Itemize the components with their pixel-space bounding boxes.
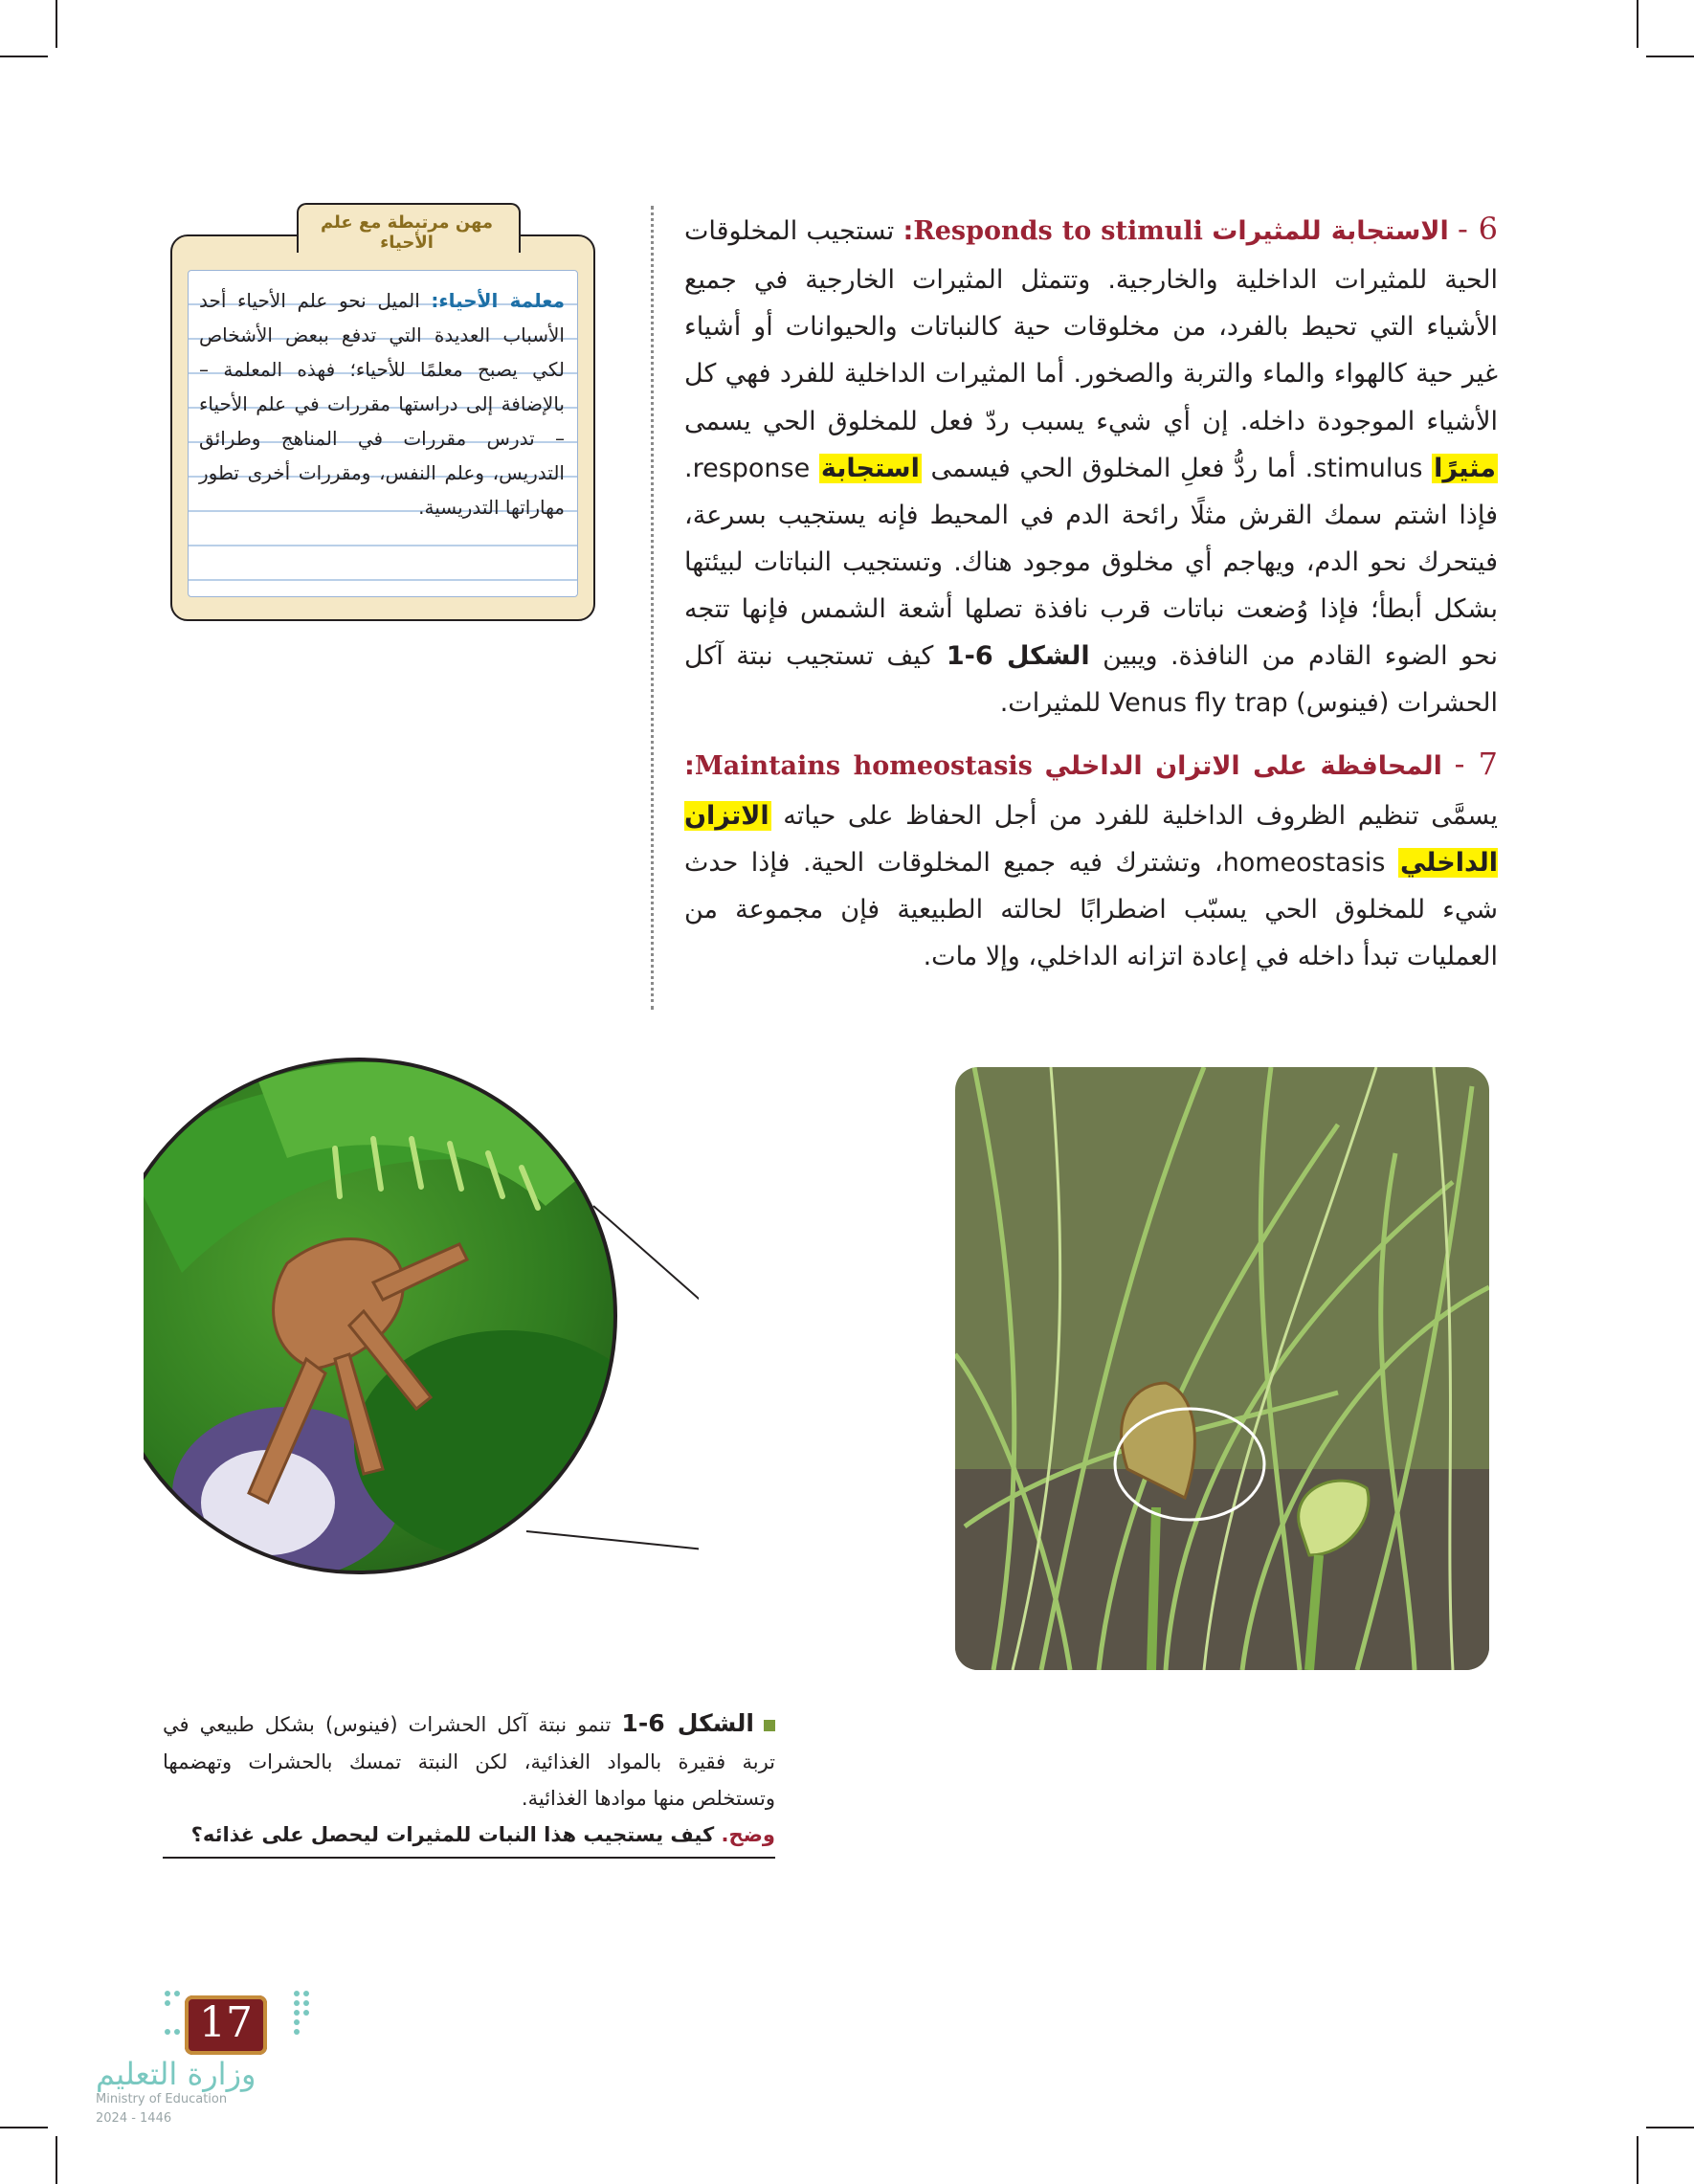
main-text-column xyxy=(684,201,1498,990)
column-divider xyxy=(651,206,654,1010)
crop-mark xyxy=(1637,2136,1638,2184)
career-term: معلمة الأحياء: xyxy=(431,289,565,312)
crop-mark xyxy=(0,56,48,57)
crop-mark xyxy=(56,2136,57,2184)
plant-photo-image xyxy=(955,1067,1489,1670)
question-label: وضح. xyxy=(721,1822,775,1846)
caption-bullet xyxy=(764,1720,775,1731)
page-number: 17 xyxy=(199,1998,253,2047)
section-heading-en: Maintains homeostasis xyxy=(694,751,1033,782)
caption-text: تنمو نبتة آكل الحشرات (فينوس) بشكل طبيعي في تربة فقيرة بالمواد الغذائية، لكن النبتة تمسك بالحشرات وتهضمها وتستخلص منها موادها الغذائية. xyxy=(163,1713,775,1810)
ministry-watermark-year: 2024 - 1446 xyxy=(96,2111,172,2126)
caption-question: وضح. كيف يستجيب هذا النبات للمثيرات ليحصل على غذائه؟ xyxy=(163,1817,775,1860)
paragraph-homeostasis: 7 - المحافظة على الاتزان الداخلي Maintains homeostasis: يسمَّى تنظيم الظروف الداخلية للفرد من أجل الحفاظ على حياته الاتزان الداخلي homeostasis، وتشترك فيه جميع المخلوقات الحية. فإذا حدث شيء للمخلوق الحي يسبّب اضطرابًا لحالته الطبيعية فإن مجموعة من العمليات تبدأ داخله في إعادة اتزانه الداخلي، وإلا مات. xyxy=(684,746,1499,972)
item-number: 6 - xyxy=(1458,211,1498,247)
section-heading-en: Responds to stimuli xyxy=(913,216,1203,246)
venus-flytrap-photo xyxy=(955,1067,1489,1670)
crop-mark xyxy=(0,2127,48,2128)
ministry-watermark-en: Ministry of Education xyxy=(96,2092,228,2106)
figure-label: الشكل 6-1 xyxy=(621,1709,755,1737)
crop-mark xyxy=(1637,0,1638,48)
zoom-circle-illustration xyxy=(144,1043,699,1675)
crop-mark xyxy=(56,0,57,48)
grasshopper-in-trap-image xyxy=(144,1043,699,1675)
section-heading-ar: الاستجابة للمثيرات xyxy=(1212,216,1449,246)
career-box-title: مهن مرتبطة مع علم الأحياء xyxy=(320,212,494,253)
section-heading-ar: المحافظة على الاتزان الداخلي xyxy=(1044,751,1442,782)
career-box-text: معلمة الأحياء: الميل نحو علم الأحياء أحد الأسباب العديدة التي تدفع ببعض الأشخاص لكي يصبح معلمًا للأحياء؛ فهذه المعلمة – بالإضافة إلى دراستها مقررات في علم الأحياء – تدرس مقررات في المناهج وطرائق التدريس، وعلم النفس، ومقررات أخرى تطور مهاراتها التدريسية. xyxy=(199,289,565,519)
crop-mark xyxy=(1646,2127,1694,2128)
item-number: 7 - xyxy=(1454,746,1499,783)
ministry-watermark-ar: وزارة التعليم xyxy=(96,2056,256,2092)
figure-caption xyxy=(163,1702,775,1859)
key-term-homeostasis: الاتزان الداخلي xyxy=(684,800,1498,878)
key-term-response: استجابة xyxy=(820,453,920,483)
crop-mark xyxy=(1646,56,1694,57)
figure-reference: الشكل 6-1 xyxy=(946,641,1090,672)
key-term-stimulus: مثيرًا xyxy=(1434,453,1496,483)
paragraph-responds-to-stimuli: 6 - الاستجابة للمثيرات Responds to stimuli: تستجيب المخلوقات الحية للمثيرات الداخلية والخارجية. وتتمثل المثيرات الخارجية في جميع الأشياء التي تحيط بالفرد، من مخلوقات حية كالنباتات والحيوانات أو أشياء غير حية كالهواء والماء والتربة والصخور. أما المثيرات الداخلية للفرد فهي كل الأشياء الموجودة داخله. إن أي شيء يسبب ردّ فعل للمخلوق الحي يسمى مثيرًا stimulus. أما ردُّ فعلِ المخلوق الحي فيسمى استجابة response. فإذا اشتم سمك القرش مثلًا رائحة الدم في المحيط فإنه يستجيب بسرعة، فيتحرك نحو الدم، ويهاجم أي مخلوق موجود هناك. وتستجيب النباتات لبيئتها بشكل أبطأ؛ فإذا وُضعت نباتات قرب نافذة تصلها أشعة الشمس فإنها تتجه نحو الضوء القادم من النافذة. ويبين الشكل 6-1 كيف تستجيب نبتة آكل الحشرات (فينوس) Venus fly trap للمثيرات. xyxy=(684,211,1498,719)
